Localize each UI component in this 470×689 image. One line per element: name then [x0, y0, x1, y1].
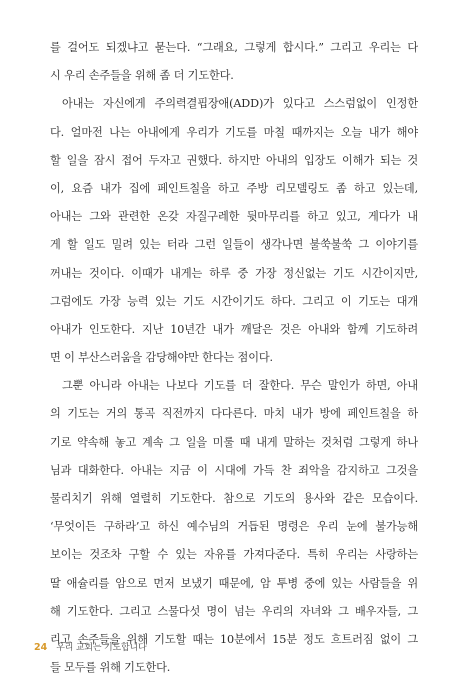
text-line: ‘무엇이든 구하라’고 하신 예수님의 거듭된 명령은 우리 눈에 불가능해	[50, 520, 418, 534]
paragraph-first-line: 그뿐 아니라 아내는 나보다 기도를 더 잘한다. 무슨 말인가 하면, 아내	[62, 379, 418, 393]
text-line: 이, 요즘 내가 집에 페인트칠을 하고 주방 리모델링도 좀 하고 있는데,	[50, 181, 418, 195]
text-line: 다. 얼마전 나는 아내에게 우리가 기도를 마칠 때까지는 오늘 내가 해야	[50, 125, 418, 139]
running-title: 우리 교회는 기도합니다	[56, 643, 147, 653]
text-line: 그럼에도 가장 능력 있는 기도 시간이기도 하다. 그리고 이 기도는 대개	[50, 294, 418, 308]
text-line: 꺼내는 것이다. 이때가 내게는 하루 중 가장 정신없는 기도 시간이지만,	[50, 266, 418, 280]
page-footer	[34, 640, 147, 653]
text-line: 시 우리 손주들을 위해 좀 더 기도한다.	[50, 69, 234, 83]
text-line: 아내는 그와 관련한 온갖 자질구레한 뒷마무리를 하고 있고, 게다가 내	[50, 210, 418, 224]
text-line: 보이는 것조차 구할 수 있는 자유를 가져다준다. 특히 우리는 사랑하는	[50, 548, 418, 562]
text-line: 의 기도는 거의 통곡 직전까지 다다른다. 마치 내가 방에 페인트칠을 하	[50, 407, 418, 421]
body-text	[50, 34, 418, 682]
text-line: 기로 약속해 놓고 계속 그 일을 미룰 때 내게 말하는 것처럼 그렇게 하나	[50, 435, 418, 449]
text-line: 할 일을 잠시 접어 두자고 권했다. 하지만 아내의 입장도 이해가 되는 것	[50, 153, 418, 167]
text-line: 딸 애슐리를 암으로 먼저 보냈기 때문에, 암 투병 중에 있는 사람들을 위	[50, 576, 418, 590]
text-line: 아내가 인도한다. 지난 10년간 내가 깨달은 것은 아내와 함께 기도하려	[50, 322, 418, 336]
text-line: 를 걸어도 되겠냐고 묻는다. “그래요, 그렇게 합시다.” 그리고 우리는 다	[50, 41, 418, 54]
text-line: 들 모두를 위해 기도한다.	[50, 661, 171, 675]
text-line: 게 할 일도 밀려 있는 터라 그런 일들이 생각나면 불쑥불쑥 그 이야기를	[50, 238, 418, 252]
text-line: 물리치기 위해 열렬히 기도한다. 참으로 기도의 용사와 같은 모습이다.	[50, 492, 418, 505]
paragraph-first-line: 아내는 자신에게 주의력결핍장애(ADD)가 있다고 스스럼없이 인정한	[62, 97, 418, 111]
text-line: 리고 손주들을 위해 기도할 때는 10분에서 15분 정도 흐트러짐 없이 그	[50, 632, 418, 646]
text-line: 님과 대화한다. 아내는 지금 이 시대에 가득 찬 죄악을 감지하고 그것을	[50, 463, 418, 477]
text-line: 면 이 부산스러움을 감당해야만 한다는 점이다.	[50, 351, 273, 365]
page-number: 24	[34, 642, 48, 653]
text-line: 해 기도한다. 그리고 스물다섯 명이 넘는 우리의 자녀와 그 배우자들, 그	[50, 604, 418, 618]
